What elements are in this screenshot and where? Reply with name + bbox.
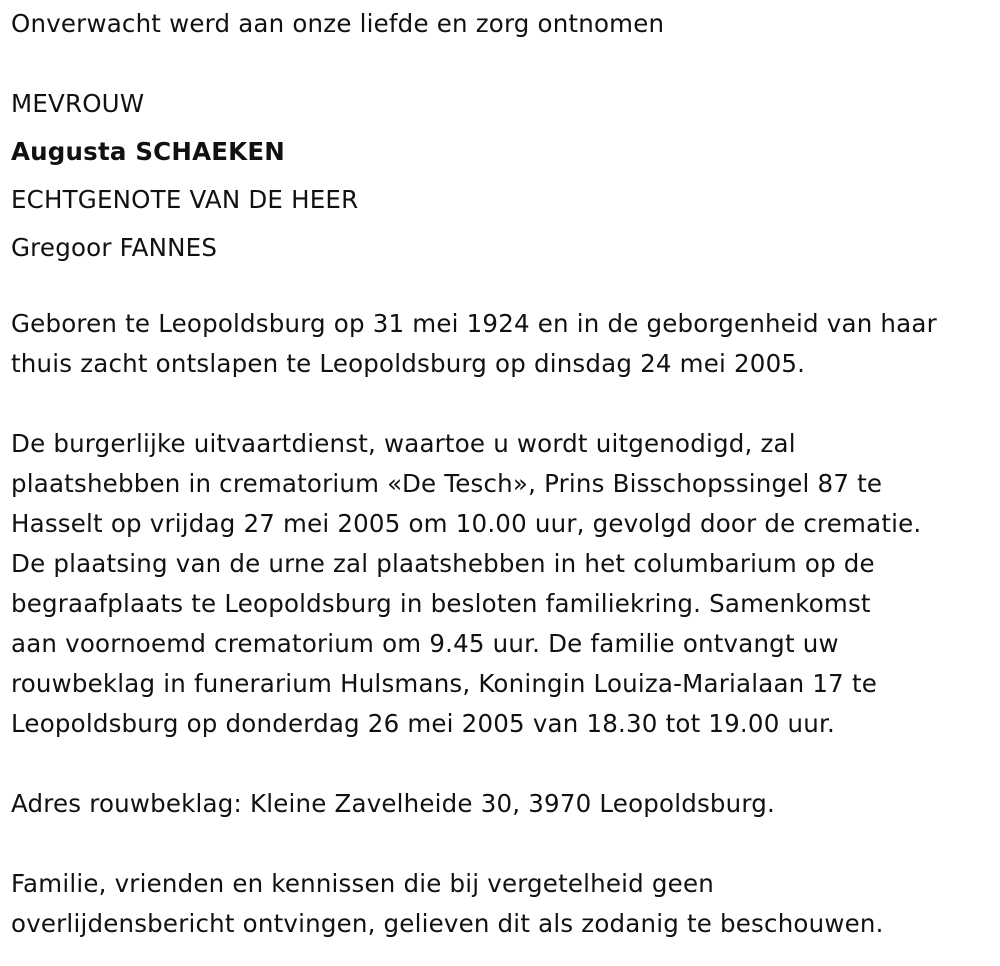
birth-death-paragraph [11,304,996,384]
paragraph-line: Familie, vrienden en kennissen die bij vergetelheid geen [11,869,714,898]
address-line: Adres rouwbeklag: Kleine Zavelheide 30, 3970 Leopoldsburg. [11,789,775,818]
closing-paragraph [11,864,996,944]
paragraph-line: Geboren te Leopoldsburg op 31 mei 1924 en in de geborgenheid van haar [11,309,937,338]
person-block [11,80,996,272]
person-relation: ECHTGENOTE VAN DE HEER [11,185,359,214]
paragraph-line: plaatshebben in crematorium «De Tesch», Prins Bisschopssingel 87 te [11,469,883,498]
death-notice [11,0,996,944]
intro-line: Onverwacht werd aan onze liefde en zorg ontnomen [11,9,665,38]
paragraph-line: overlijdensbericht ontvingen, gelieven dit als zodanig te beschouwen. [11,909,884,938]
service-paragraph [11,424,996,744]
paragraph-line: thuis zacht ontslapen te Leopoldsburg op dinsdag 24 mei 2005. [11,349,806,378]
paragraph-line: Leopoldsburg op donderdag 26 mei 2005 van 18.30 tot 19.00 uur. [11,709,835,738]
paragraph-line: De burgerlijke uitvaartdienst, waartoe u wordt uitgenodigd, zal [11,429,796,458]
paragraph-line: Hasselt op vrijdag 27 mei 2005 om 10.00 uur, gevolgd door de crematie. [11,509,922,538]
paragraph-line: rouwbeklag in funerarium Hulsmans, Koningin Louiza-Marialaan 17 te [11,669,878,698]
person-name: Augusta SCHAEKEN [11,137,285,166]
paragraph-line: begraafplaats te Leopoldsburg in besloten familiekring. Samenkomst [11,589,871,618]
paragraph-line: De plaatsing van de urne zal plaatshebben in het columbarium op de [11,549,875,578]
person-title: MEVROUW [11,89,145,118]
spouse-name: Gregoor FANNES [11,233,218,262]
paragraph-line: aan voornoemd crematorium om 9.45 uur. De familie ontvangt uw [11,629,839,658]
